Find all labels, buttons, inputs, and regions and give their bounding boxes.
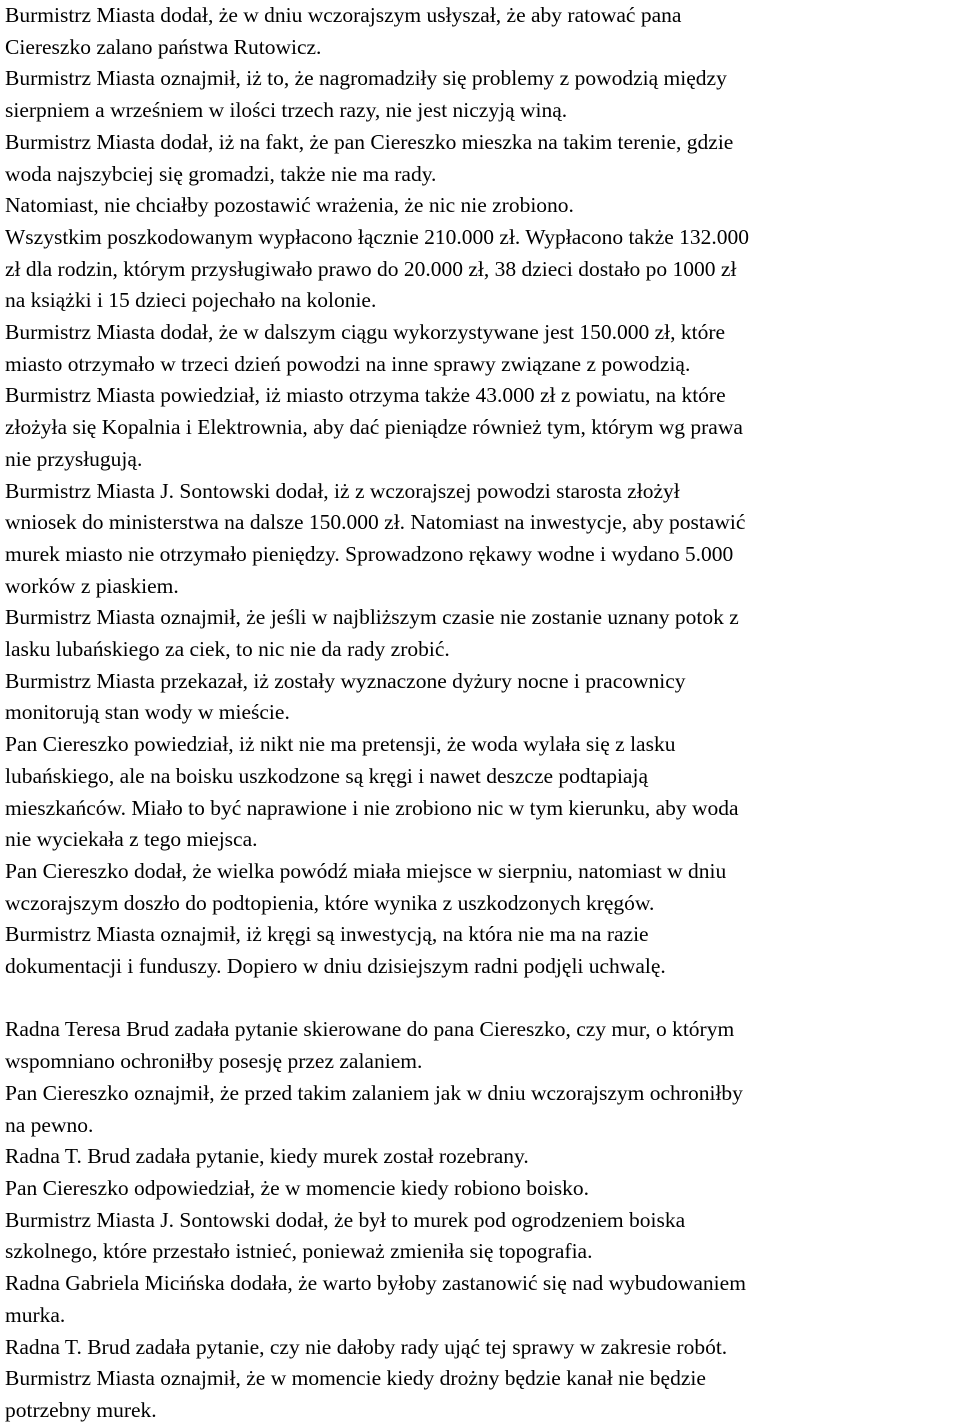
text-line: wczorajszym doszło do podtopienia, które wynika z uszkodzonych kręgów. (5, 890, 655, 915)
text-line: murka. (5, 1302, 66, 1327)
text-line: Burmistrz Miasta oznajmił, iż kręgi są inwestycją, na która nie ma na razie (5, 922, 649, 947)
text-line: Radna T. Brud zadała pytanie, kiedy murek został rozebrany. (5, 1144, 529, 1169)
text-line: Ciereszko zalano państwa Rutowicz. (5, 34, 322, 59)
text-line: Pan Ciereszko odpowiedział, że w momencie kiedy robiono boisko. (5, 1176, 589, 1200)
text-line: woda najszybciej się gromadzi, także nie ma rady. (5, 161, 437, 186)
text-line: szkolnego, które przestało istnieć, ponieważ zmieniła się topografia. (5, 1239, 593, 1264)
text-line: Radna T. Brud zadała pytanie, czy nie dałoby rady ująć tej sprawy w zakresie robót. (5, 1334, 728, 1359)
text-line: Radna Gabriela Micińska dodała, że warto byłoby zastanowić się nad wybudowaniem (5, 1271, 746, 1296)
text-line: Burmistrz Miasta przekazał, iż zostały wyznaczone dyżury nocne i pracownicy (5, 668, 686, 693)
text-line: złożyła się Kopalnia i Elektrownia, aby dać pieniądze również tym, którym wg prawa (5, 415, 743, 440)
text-line: Burmistrz Miasta oznajmił, że jeśli w najbliższym czasie nie zostanie uznany potok z (5, 605, 739, 630)
text-line: Burmistrz Miasta oznajmił, iż to, że nagromadziły się problemy z powodzią między (5, 66, 727, 91)
text-line: Burmistrz Miasta J. Sontowski dodał, iż z wczorajszej powodzi starosta złożył (5, 478, 680, 503)
text-line: lubańskiego, ale na boisku uszkodzone są kręgi i nawet deszcze podtapiają (5, 763, 648, 788)
text-line: Wszystkim poszkodowanym wypłacono łącznie 210.000 zł. Wypłacono także 132.000 (5, 224, 750, 249)
text-line: Burmistrz Miasta J. Sontowski dodał, że był to murek pod ogrodzeniem boiska (5, 1207, 686, 1232)
text-line: Burmistrz Miasta dodał, iż na fakt, że pan Ciereszko mieszka na takim terenie, gdzie (5, 129, 734, 154)
text-line: wniosek do ministerstwa na dalsze 150.000 zł. Natomiast na inwestycje, aby postawić (5, 510, 746, 535)
paragraph-gap (5, 983, 955, 1015)
text-line: Pan Ciereszko powiedział, iż nikt nie ma pretensji, że woda wylała się z lasku (5, 732, 676, 757)
text-line: Burmistrz Miasta dodał, że w dalszym ciągu wykorzystywane jest 150.000 zł, które (5, 320, 726, 345)
text-line: dokumentacji i funduszy. Dopiero w dniu dzisiejszym radni podjęli uchwalę. (5, 954, 666, 979)
text-line: na książki i 15 dzieci pojechało na kolonie. (5, 288, 377, 313)
text-line: Radna Teresa Brud zadała pytanie skierowane do pana Ciereszko, czy mur, o którym (5, 1017, 735, 1042)
text-line: zł dla rodzin, którym przysługiwało prawo do 20.000 zł, 38 dzieci dostało po 1000 zł (5, 256, 737, 281)
text-line: lasku lubańskiego za ciek, to nic nie da rady zrobić. (5, 637, 450, 662)
text-line: Burmistrz Miasta dodał, że w dniu wczorajszym usłyszał, że aby ratować pana (5, 3, 682, 27)
text-line: murek miasto nie otrzymało pieniędzy. Sprowadzono rękawy wodne i wydano 5.000 (5, 541, 734, 566)
text-line: Burmistrz Miasta powiedział, iż miasto otrzyma także 43.000 zł z powiatu, na które (5, 383, 726, 408)
text-line: potrzebny murek. (5, 1397, 157, 1422)
text-line: nie wyciekała z tego miejsca. (5, 827, 258, 852)
document-body (5, 0, 955, 1427)
text-line: worków z piaskiem. (5, 573, 179, 598)
text-line: sierpniem a wrześniem w ilości trzech razy, nie jest niczyją winą. (5, 98, 568, 123)
text-line: monitorują stan wody w mieście. (5, 700, 290, 725)
text-line: miasto otrzymało w trzeci dzień powodzi na inne sprawy związane z powodzią. (5, 351, 691, 376)
text-line: wspomniano ochroniłby posesję przez zalaniem. (5, 1049, 423, 1074)
text-line: Pan Ciereszko dodał, że wielka powódź miała miejsce w sierpniu, natomiast w dniu (5, 858, 727, 883)
text-line: na pewno. (5, 1112, 94, 1137)
text-line: mieszkańców. Miało to być naprawione i nie zrobiono nic w tym kierunku, aby woda (5, 795, 739, 820)
text-line: Pan Ciereszko oznajmił, że przed takim zalaniem jak w dniu wczorajszym ochroniłby (5, 1080, 743, 1105)
text-line: Natomiast, nie chciałby pozostawić wrażenia, że nic nie zrobiono. (5, 193, 574, 218)
text-line: Burmistrz Miasta oznajmił, że w momencie kiedy drożny będzie kanał nie będzie (5, 1366, 706, 1391)
text-line: nie przysługują. (5, 446, 143, 471)
